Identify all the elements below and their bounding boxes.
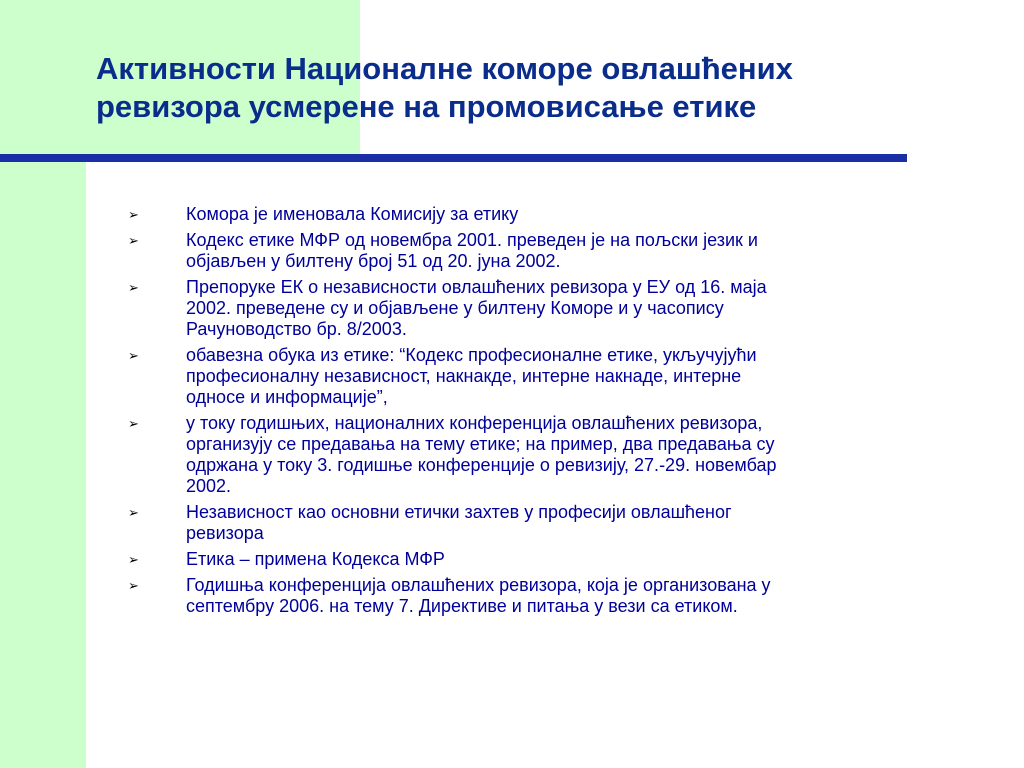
bullet-text-line: 2002. [186,476,232,496]
slide-title [96,50,976,126]
bullet-text-line: обавезна обука из етике: “Кодекс професионалне етике, укључујући [186,345,757,365]
list-item [128,230,948,272]
bullet-text-line: септембру 2006. на тему 7. Директиве и питања у вези са етиком. [186,596,738,616]
bullet-text-line: у току годишњих, националних конференција овлашћених ревизора, [186,413,763,433]
bullet-text-line: професионалну независност, накнакде, интерне накнаде, интерне [186,366,742,386]
arrowhead-bullet-icon: ➢ [128,416,139,431]
slide-title-line: Активности Националне коморе овлашћених [96,51,793,86]
list-item [128,502,948,544]
bullet-text-line: Независност као основни етички захтев у професији овлашћеног [186,502,732,522]
bullet-text-line: ревизора [186,523,264,543]
bullet-text-line: Препоруке ЕК о независности овлашћених ревизора у ЕУ од 16. маја [186,277,767,297]
bullet-text-line: односе и информације”, [186,387,388,407]
left-green-strip [0,0,86,768]
bullet-text-line: 2002. преведене су и објављене у билтену Коморе и у часопису [186,298,724,318]
arrowhead-bullet-icon: ➢ [128,348,139,363]
list-item [128,413,948,497]
title-divider [0,154,907,162]
list-item [128,204,948,225]
bullet-text-line: Комора је именовала Комисију за етику [186,204,519,224]
bullet-text-line: Рачуноводство бр. 8/2003. [186,319,407,339]
arrowhead-bullet-icon: ➢ [128,552,139,567]
bullet-text-line: одржана у току 3. годишње конференције о ревизију, 27.-29. новембар [186,455,777,475]
arrowhead-bullet-icon: ➢ [128,578,139,593]
arrowhead-bullet-icon: ➢ [128,207,139,222]
arrowhead-bullet-icon: ➢ [128,505,139,520]
slide-title-line: ревизора усмерене на промовисање етике [96,89,757,124]
bullet-text-line: Годишња конференција овлашћених ревизора, која је организована у [186,575,771,595]
bullet-text-line: организују се предавања на тему етике; на пример, два предавања су [186,434,775,454]
bullet-text-line: Кодекс етике МФР од новембра 2001. преведен је на пољски језик и [186,230,758,250]
arrowhead-bullet-icon: ➢ [128,233,139,248]
list-item [128,575,948,617]
arrowhead-bullet-icon: ➢ [128,280,139,295]
list-item [128,345,948,408]
bullet-list [128,204,948,622]
list-item [128,277,948,340]
bullet-text-line: Етика – примена Кодекса МФР [186,549,445,569]
bullet-text-line: објављен у билтену број 51 од 20. јуна 2002. [186,251,561,271]
list-item [128,549,948,570]
